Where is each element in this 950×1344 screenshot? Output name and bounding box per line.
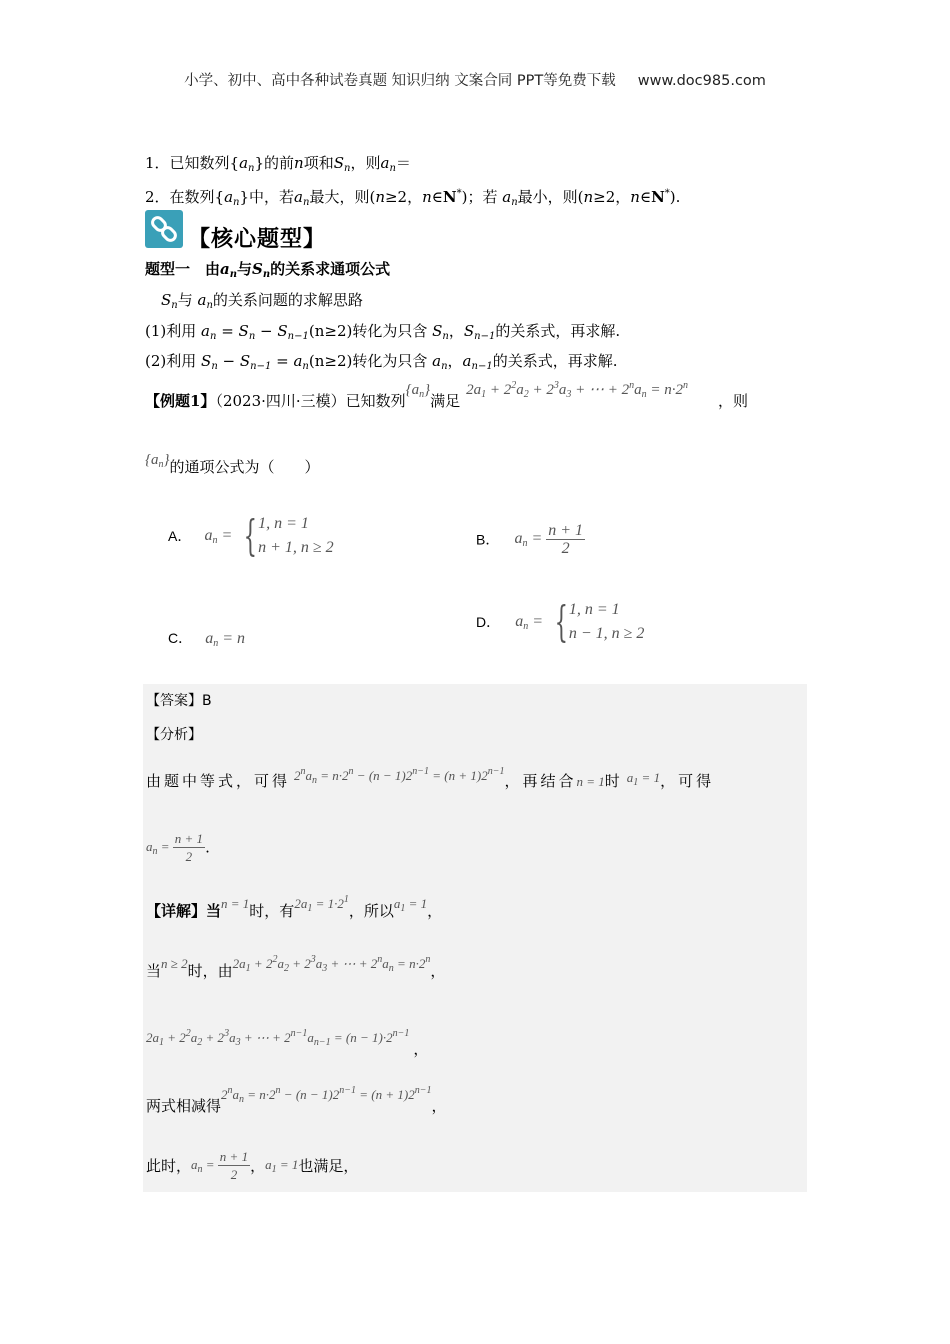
analysis-line: 由题中等式，可得 $2^na_n = n\cdot 2^n - (n - 1)2^{n-1} = (n + 1)2^{n-1}$，再结合n = 1时 $a_1 = 1$，可得: [146, 766, 715, 790]
type1-subtitle: $S_n$与 $a_n$的关系问题的求解思路: [161, 291, 363, 311]
header-site-link[interactable]: www.doc985.com: [637, 73, 766, 89]
type1-title: 题型一 由$a_n$与$S_n$的关系求通项公式: [145, 260, 391, 280]
option-d[interactable]: D． $a_n$ = { 1, n = 1 n − 1, n ≥ 2: [476, 597, 645, 646]
core-title: 【核心题型】: [188, 226, 327, 252]
option-b[interactable]: B． $a_n$ = $\frac{n + 1}{2}$: [476, 522, 584, 557]
detail-line-5: 此时，$a_n$ = $\frac{n + 1}{2}$ ，$a_1 = 1$也满足，: [146, 1149, 359, 1182]
detail-line-3: $2a_1 + 2^2a_2 + 2^3a_3$ + ⋯ + $2^{n-1}a_{n-1} = (n - 1)\cdot 2^{n-1}$，: [146, 1028, 429, 1058]
intro-line-1: 1．已知数列$\{a_n\}$的前n项和$S_n$，则$a_n=$: [145, 154, 411, 174]
answer-label: 【答案】B: [146, 693, 212, 709]
option-c[interactable]: C． $a_n = n$: [168, 630, 246, 649]
header-text: 小学、初中、高中各种试卷真题 知识归纳 文案合同 PPT等免费下载: [184, 73, 616, 89]
link-icon: [145, 210, 183, 248]
option-a[interactable]: A． $a_n$ = { 1, n = 1 n + 1, n ≥ 2: [168, 511, 334, 560]
type1-step-2: (2)利用 $S_n - S_{n-1} = a_n(n\ge 2)$转化为只含 $a_n$，$a_{n-1}$的关系式，再求解.: [145, 352, 618, 372]
page-header: [0, 69, 950, 90]
type1-step-1: (1)利用 $a_n = S_n - S_{n-1}(n\ge 2)$转化为只含 $S_n$，$S_{n-1}$的关系式，再求解.: [145, 322, 621, 342]
example-question-line-2: $\{a_n\}$的通项公式为（ ）: [145, 452, 320, 476]
detail-line-4: 两式相减得$2^na_n = n\cdot 2^n - (n - 1)2^{n-1} = (n + 1)2^{n-1}$，: [146, 1085, 447, 1115]
detail-line-2: 当n ≥ 2时，由$2a_1 + 2^2a_2 + 2^3a_3$ + ⋯ + $2^na_n = n\cdot 2^n$，: [146, 954, 446, 980]
intro-line-2: 2．在数列$\{a_n\}$中，若$a_n$最大，则(n≥2，n∈N*)；若 $a_n$最小，则(n≥2，n∈N*).: [145, 188, 681, 208]
example-question: 【例题1】（2023·四川·三模）已知数列$\{a_n\}$满足$2a_1 + 2^2a_2 + 2^3a_3$ + ⋯ + $2^na_n = n\cdot 2^n$，则: [145, 380, 749, 410]
analysis-label: 【分析】: [146, 727, 202, 743]
analysis-result: $a_n$ = $\frac{n + 1}{2}$ .: [146, 831, 210, 864]
detail-line-1: 【详解】当n = 1时，有$2a_1 = 1\cdot 2^1$，所以$a_1 = 1$，: [146, 894, 443, 920]
